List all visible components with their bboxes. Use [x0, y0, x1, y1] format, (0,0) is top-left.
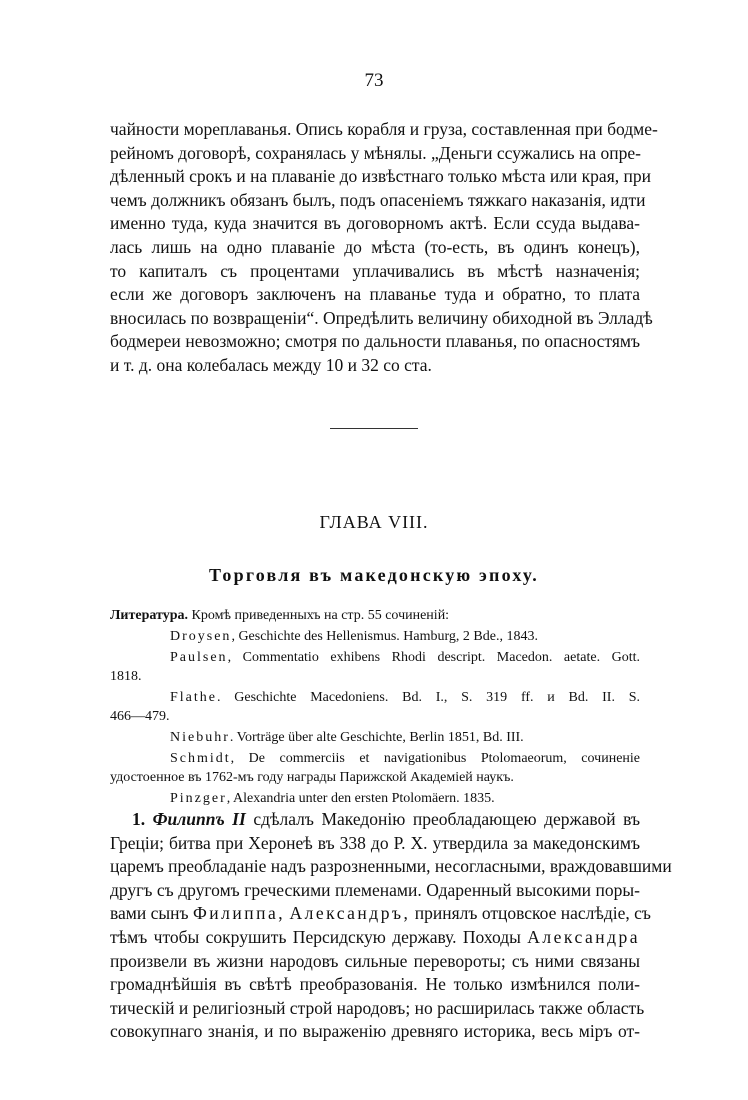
literature-block: [110, 606, 640, 808]
text-line: дѣленный срокъ и на плаваніе до извѣстнаго только мѣста или края, при: [110, 166, 651, 187]
literature-intro: Кромѣ приведенныхъ на стр. 55 сочиненій:: [191, 608, 450, 623]
spaced-name: Филиппа,: [192, 903, 286, 924]
text-line: [110, 926, 640, 950]
chapter-title: ГЛАВА VIII.: [319, 512, 429, 532]
text-line: лась лишь на одно плаваніе до мѣста (то-есть, въ одинъ конецъ),: [110, 236, 640, 257]
literature-entry: [110, 789, 640, 808]
entry-first-line: [170, 749, 640, 768]
text-line: царемъ преобладаніе надъ разрозненными, несогласными, враждовавшими: [110, 856, 672, 877]
entry-first-line: [170, 688, 640, 707]
line-text: тѣмъ чтобы сокрушить Персидскую державу. Походы: [110, 926, 521, 947]
literature-heading: [110, 606, 640, 625]
text-line: [110, 808, 640, 832]
section-divider: [330, 428, 418, 429]
text-line: бодмереи невозможно; смотря по дальности плаванья, по опасностямъ: [110, 331, 640, 352]
text-line: произвели въ жизни народовъ сильные перевороты; съ ними связаны: [110, 950, 640, 971]
text-line: то капиталъ съ процентами уплачивались въ мѣстѣ назначенія;: [110, 260, 640, 281]
text-line: рейномъ договорѣ, сохранялась у мѣнялы. „Деньги ссужались на опре-: [110, 142, 641, 163]
entry-first-line: [170, 648, 640, 667]
literature-label: Литература.: [110, 608, 188, 623]
entry-text: . Vorträge über alte Geschichte, Berlin 1851, Bd. III.: [229, 730, 524, 745]
section-name: Филиппъ II: [152, 809, 246, 829]
page-number: 73: [364, 70, 384, 91]
text-line: чайности мореплаванья. Опись корабля и груза, составленная при бодме-: [110, 119, 658, 139]
entry-author: Flathe: [170, 690, 217, 705]
literature-entry: [110, 749, 640, 787]
paragraph-section-1: [110, 808, 672, 1044]
literature-entry: [110, 648, 640, 686]
text-line: [110, 902, 651, 926]
text-line: другъ съ другомъ греческими племенами. Одаренный высокими поры-: [110, 879, 640, 900]
text-line: и т. д. она колебалась между 10 и 32 со ста.: [110, 354, 432, 375]
line-text: принялъ отцовское наслѣдіе, съ: [414, 903, 651, 924]
literature-entry: [110, 688, 640, 726]
entry-text: . Geschichte Macedoniens. Bd. I., S. 319 ff. и Bd. II. S.: [217, 690, 640, 705]
entry-continuation: 466—479.: [110, 709, 170, 724]
text-line: совокупнаго знанія, и по выраженію древняго историка, весь міръ от-: [110, 1021, 640, 1042]
entry-author: Schmidt: [170, 751, 231, 766]
entry-author: Droysen: [170, 629, 232, 644]
text-line: именно туда, куда значится въ договорномъ актѣ. Если ссуда выдава-: [110, 213, 640, 234]
text-line: вносилась по возвращеніи“. Опредѣлить величину обиходной въ Элладѣ: [110, 307, 653, 328]
entry-text: , Geschichte des Hellenismus. Hamburg, 2 Bde., 1843.: [231, 629, 538, 644]
entry-continuation: удостоенное въ 1762-мъ году награды Парижской Академіей наукъ.: [110, 770, 514, 785]
chapter-subtitle: Торговля въ македонскую эпоху.: [209, 565, 539, 585]
entry-author: Pinzger: [170, 791, 227, 806]
literature-entry: [110, 627, 640, 646]
line-text: сдѣлалъ Македонію преобладающею державой въ: [253, 809, 641, 829]
text-line: если же договоръ заключенъ на плаванье туда и обратно, то плата: [110, 284, 640, 305]
literature-entry: [110, 728, 640, 747]
text-line: Греціи; битва при Херонеѣ въ 338 до Р. Х. утвердила за македонскимъ: [110, 832, 640, 853]
entry-author: Paulsen: [170, 650, 228, 665]
section-number: 1.: [132, 809, 146, 829]
entry-text: , Commentatio exhibens Rhodi descript. Macedon. aetate. Gott.: [227, 650, 640, 665]
entry-text: , De commerciis et navigationibus Ptolomaeorum, сочиненіе: [230, 751, 640, 766]
text-line: чемъ должникъ обязанъ былъ, подъ опасеніемъ тяжкаго наказанія, идти: [110, 189, 646, 210]
paragraph-continuation: [110, 118, 658, 378]
text-line: громаднѣйшія въ свѣтѣ преобразованія. Не только измѣнился поли-: [110, 974, 640, 995]
text-line: тическій и религіозный строй народовъ; но расширилась также область: [110, 997, 645, 1018]
entry-author: Niebuhr: [170, 730, 230, 745]
spaced-name: Александръ,: [289, 903, 411, 924]
entry-continuation: 1818.: [110, 669, 142, 684]
line-text: вами сынъ: [110, 903, 189, 924]
spaced-name: Александра: [527, 926, 641, 947]
entry-text: , Alexandria unter den ersten Ptolomäern. 1835.: [226, 791, 495, 806]
